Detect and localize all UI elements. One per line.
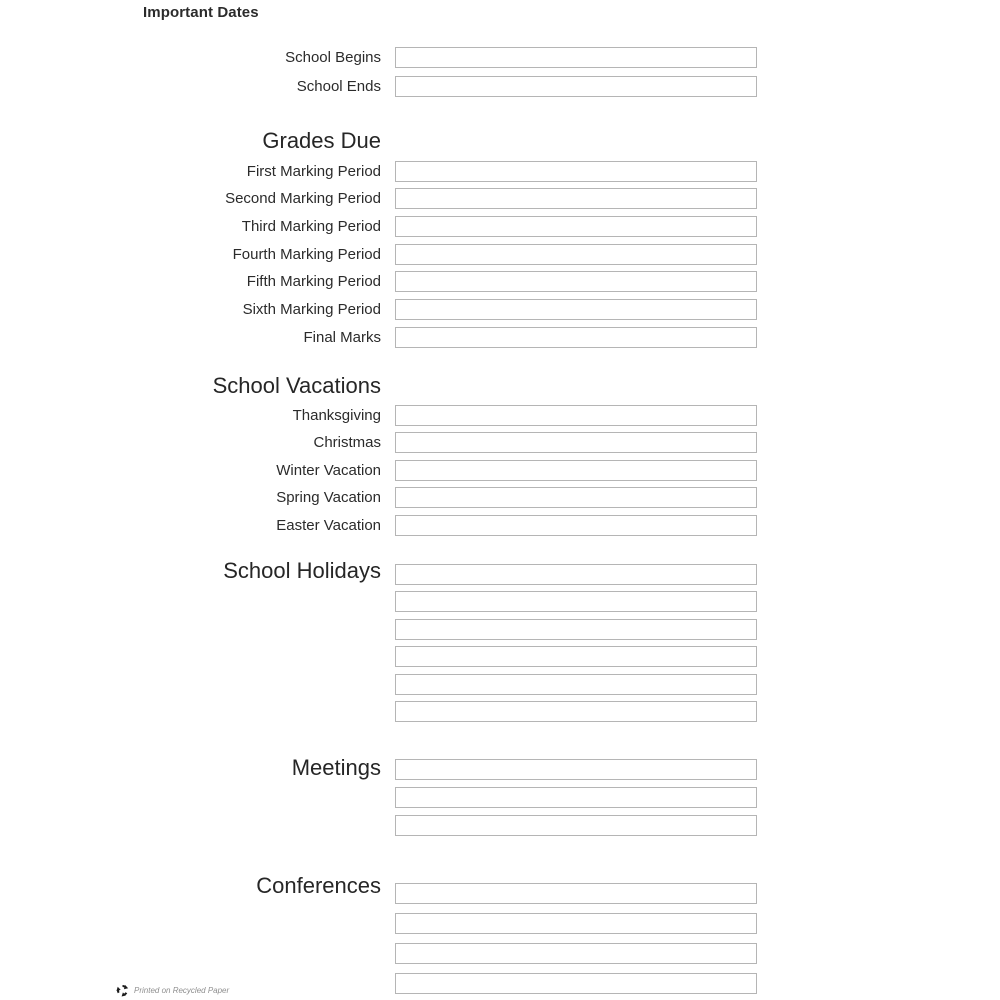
recycle-icon (116, 984, 129, 997)
field-label: Sixth Marking Period (242, 300, 381, 318)
conferences-input-2[interactable] (395, 913, 757, 934)
final-marks-input[interactable] (395, 327, 757, 348)
sixth-marking-period-input[interactable] (395, 299, 757, 320)
field-label: Final Marks (303, 328, 381, 346)
thanksgiving-input[interactable] (395, 405, 757, 426)
conferences-input-1[interactable] (395, 883, 757, 904)
field-label: Second Marking Period (225, 190, 381, 208)
school-holidays-input-1[interactable] (395, 564, 757, 585)
field-label: Winter Vacation (276, 461, 381, 479)
second-marking-period-input[interactable] (395, 188, 757, 209)
field-label: First Marking Period (246, 162, 381, 180)
section-heading-conferences: Conferences (256, 873, 381, 898)
christmas-input[interactable] (395, 432, 757, 453)
school-holidays-input-6[interactable] (395, 701, 757, 722)
field-label: School Begins (285, 49, 381, 66)
easter-vacation-input[interactable] (395, 515, 757, 536)
field-label: Fourth Marking Period (232, 245, 381, 263)
first-marking-period-input[interactable] (395, 161, 757, 182)
school-holidays-input-3[interactable] (395, 619, 757, 640)
field-label: Christmas (313, 434, 381, 451)
meetings-input-1[interactable] (395, 759, 757, 780)
meetings-input-3[interactable] (395, 815, 757, 836)
section-heading-grades-due: Grades Due (262, 128, 381, 153)
conferences-input-3[interactable] (395, 943, 757, 964)
school-holidays-input-2[interactable] (395, 591, 757, 612)
field-label: Fifth Marking Period (246, 273, 381, 291)
field-label: Thanksgiving (292, 406, 381, 424)
fourth-marking-period-input[interactable] (395, 244, 757, 265)
school-holidays-input-5[interactable] (395, 674, 757, 695)
page-title: Important Dates (143, 4, 259, 21)
third-marking-period-input[interactable] (395, 216, 757, 237)
fifth-marking-period-input[interactable] (395, 271, 757, 292)
section-heading-school-holidays: School Holidays (223, 558, 381, 583)
spring-vacation-input[interactable] (395, 487, 757, 508)
field-label: School Ends (296, 77, 381, 95)
conferences-input-4[interactable] (395, 973, 757, 994)
section-heading-school-vacations: School Vacations (212, 373, 381, 398)
footer-text: Printed on Recycled Paper (134, 986, 230, 995)
footer (116, 984, 229, 997)
field-label: Third Marking Period (241, 217, 381, 235)
field-label: Spring Vacation (276, 489, 381, 506)
winter-vacation-input[interactable] (395, 460, 757, 481)
section-heading-meetings: Meetings (291, 755, 381, 780)
school-holidays-input-4[interactable] (395, 646, 757, 667)
meetings-input-2[interactable] (395, 787, 757, 808)
field-label: Easter Vacation (276, 516, 381, 534)
school-begins-input[interactable] (395, 47, 757, 68)
school-ends-input[interactable] (395, 76, 757, 97)
